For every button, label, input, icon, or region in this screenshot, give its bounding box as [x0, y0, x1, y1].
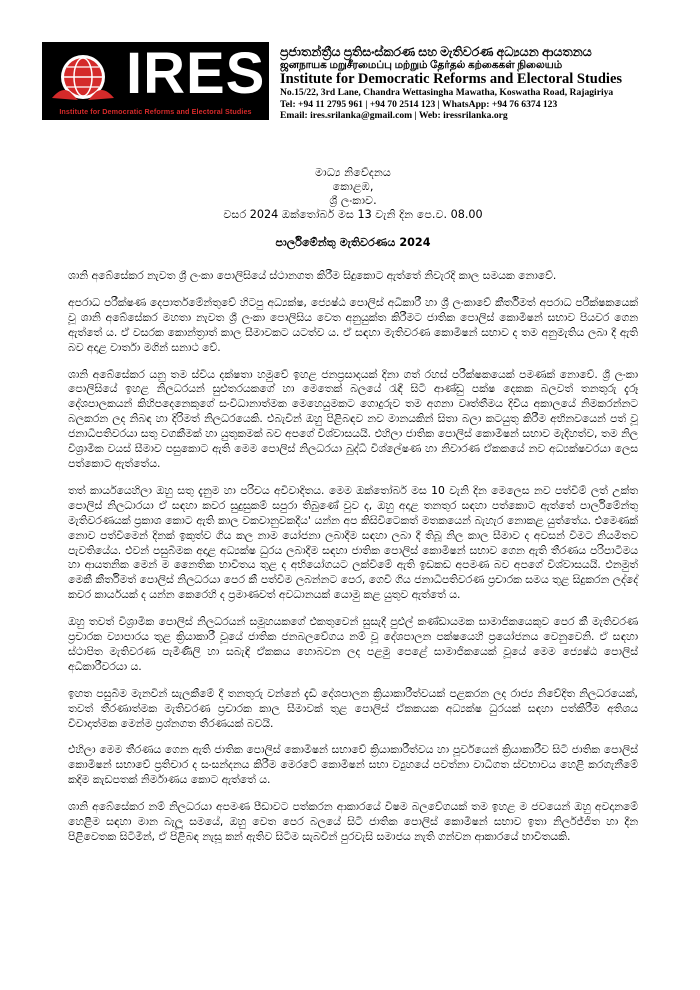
letterhead-text [280, 46, 692, 122]
paragraph: ශානි අබේසේකර යනු තම ස්වීය දක්ෂතා හමුවේ ඉහළ ජනප්‍රසාදයක් දිනා ගත් රහස් පරීක්ෂකයෙක් පමණක් නොවේ. ශ්‍රී ලංකා පොලිසියේ ඉහළ නිලධරයන් සුළුතරයකගේ හා මෙතෙක් බලයේ රැඳී සිටි ආණ්ඩු පක්ෂ දෙකක බලවත් තනතුරු දැරූ දේශපාලකයන් කිහිපදෙනෙකුගේ සංවිධානාත්මක මෙහෙයුමකට ගොදුරුව තම අගනා වෘත්තීමය දිවිය අකාලයේ නිමකරන්නට බලකරන ලද නිබඳ හා දිරිමත් නිලධරයෙකි. එබැවින් ඔහු පිළිබඳව නව මානයකින් සිතා බලා කටයුතු කිරීම අභිනවයෙන් පත් වූ ජනාධිපතිවරයා සතු වගකීමක් හා යුතුකමක් බව අපගේ විශ්වාසයයි. එහිලා ජාතික පොලිස් කොමිෂන් සභාව මැදිහත්ව, තම නිල විශ්‍රාමික වයස් සීමාව පසුකොට ඇති මෙම පොලිස් නිලධරයා බුද්ධි විශ්ලේෂණ හා නිවාරණ ඒකකයේ නව අධ්‍යක්ෂවරයා ලෙස පත්කොට ඇත්තේය. [68, 367, 638, 470]
paragraph: ඉහත පසුබිම මැනවින් සැලකීමේ දී තනතුරු වන්නේ දැඩි දේශපාලන ක්‍රියාකාරීත්වයක් පළකරන ලද රාජ්‍ය නිවේදිත නිලධරයෙක්, තවත් තීරණාත්මක මැතිවරණ ප්‍රචාරක කාල සීමාවක් තුළ පොලිස් ඒකකයක අධ්‍යක්ෂ ධුරයක් සඳහා පත්කිරීම අතිශය විවාදාත්මක මෙන්ම ප්‍රශ්නගත තීරණයක් බවයි. [68, 686, 638, 730]
institute-name-sinhala: ප්‍රජාතන්ත්‍රීය ප්‍රතිසංස්කරණ සහ මැතිවරණ අධ්‍යයන ආයතනය [280, 45, 592, 59]
release-title: පාර්ලිමේන්තු මැතිවරණය 2024 [275, 236, 431, 249]
release-city: කොළඹ, [332, 180, 374, 193]
paragraph: තත් කාර්යයෙහිලා ඔහු සතු දැනුම හා පරිචය අවිවාදිතය. මෙම ඔක්තෝබර් මස 10 වැනි දින මෙලෙස නව පත්වීම් ලත් උක්ත පොලිස් නිලධාරයා ඒ සඳහා කවර සුදුසුකම් සපුරා තිබුණේ වුව ද, ඔහු අදාළ තනතුර සඳහා පත්කොට ඇත්තේ පාර්ලිමේන්තු මැතිවරණයක් ප්‍රකාශ කොට ඇති කාල වකවානුවකදීය' යන්න අප කිසිවිටෙකත් මතකයෙන් බැහැර නොකළ යුත්තේය. එමෙණක් නොව පත්වීමෙන් දිනක් ඉකුත්ව ගිය කල නාම යෝජනා ලබාදීම සඳහා ලබා දී තිබූ නිල කාල සීමාව ද අවසන් වීමට නියමිතව පැවතියේය. එවන් පසුබිමක අදාළ අධ්‍යක්ෂ ධුරය ලබාදීම සඳහා ජාතික පොලිස් කොමිෂන් සභාව ගෙන ඇති තීරණය පරිපාටිමය හා ආයතනික මෙන් ම නෛතික භාවිතය තුළ ද අභියෝගයට ලක්වීමේ ඇති ඉඩකඩ අපමණ බව අපගේ විශ්වාසයයි. එනමුත් මෙකී කීර්තිමත් පොලිස් නිලධරයා පෙර කී පත්වීම ලබන්නට පෙර, ගෙවී ගිය ජනාධිපතිවරණ ප්‍රචාරක සමය තුළ සිදුකරන ලද්දේ කවර කාර්යයක් ද යන්න කෙරෙහි ද ප්‍රමාණවත් අවධානයක් යොමු කළ යුතුව ඇත්තේ ය. [68, 483, 638, 602]
release-country: ශ්‍රී ලංකාව. [329, 194, 377, 207]
institute-name-english: Institute for Democratic Reforms and Electoral Studies [280, 71, 623, 87]
release-date: වසර 2024 ඔක්තෝබර් මස 13 වැනි දින පෙ.ව. 08.00 [223, 208, 483, 221]
ires-logo [42, 42, 269, 120]
institute-name-tamil: ஜனநாயக மறுசீரமைப்பு மற்றும் தேர்தல் கற்கைகள் நிலையம் [280, 60, 563, 71]
institute-email-web: Email: ires.srilanka@gmail.com | Web: iressrilanka.org [280, 110, 508, 121]
logo-tagline: Institute for Democratic Reforms and Electoral Studies [59, 107, 252, 116]
paragraph: එහිලා මෙම තීරණය ගෙන ඇති ජාතික පොලිස් කොමිෂන් සභාවේ ක්‍රියාකාරීත්වය හා පූර්වයෙන් ක්‍රියාකාරීව සිටි ජාතික පොලිස් කොමිෂන් සභාවේ ප්‍රතිචාර ද සංසන්දනය කිරීම මෙරටේ කොමිෂන් සභා ව්‍යුහයේ පවත්නා වාධිගත ස්වභාවය හෙළි කරගැනීමේ කදිම කැඩපතක් නිර්මාණය කොට ඇත්තේ ය. [68, 743, 638, 787]
paragraph: ඔහු තවත් විශ්‍රාමික පොලිස් නිලධරයන් සමූහයකගේ එකතුවෙන් සුසැදී පුළුල් කණ්ඩායමක සාමාජිකයෙකුව පෙර කී මැතිවරණ ප්‍රචාරක ව්‍යාපාරය තුළ ක්‍රියාකාරී වූයේ ජාතික ජනබලවේගය නම් වූ දේශපාලන පක්ෂයෙහි ප්‍රයෝජනය වෙනුවෙනි. ඒ සඳහා ස්ථාපිත මැතිවරණ පැමිණිලි හා සබැඳි ඒකකය හොබවන ලද පළමු පෙළේ සාමාජිකයෙක් වූයේ මෙම ජ්‍යෙෂ්ඨ පොලිස් අධිකාරීවරයා ය. [68, 615, 638, 673]
paragraph: අපරාධ පරීක්ෂණ දෙපාර්තමේන්තුවේ හිටපු අධ්‍යක්ෂ, ජ්‍යෙෂ්ඨ පොලිස් අධිකාරී හා ශ්‍රී ලංකාවේ කීර්තිමත් අපරාධ පරීක්ෂකයෙක් වූ ශානි අබේසේකර මහතා නැවත ශ්‍රී ලංකා පොලිසිය වෙත අනුයුක්ත කිරීමට ජාතික පොලිස් කොමිෂන් සභාව පියවර ගෙන ඇත්තේ ය. ඒ වසරක කොන්ත්‍රාත් කාල සීමාවකට යටත්ව ය. ඒ සඳහා මැතිවරණ කොමිෂන් සභාව ද තම අනුමැතිය ලබා දී ඇති බව අදාළ වාර්තා මගින් සනාථ වේ. [68, 295, 638, 354]
institute-phones: Tel: +94 11 2795 961 | +94 70 2514 123 | WhatsApp: +94 76 6374 123 [280, 98, 558, 110]
globe-hands-icon [48, 48, 118, 106]
institute-address: No.15/22, 3rd Lane, Chandra Wettasingha Mawatha, Koswatha Road, Rajagiriya [280, 87, 614, 98]
paragraph: ශානි අබේසේකර නම් නිලධරයා අපමණ පීඩාවට පත්කරන ආකාරයේ විෂම බලවේගයක් තම ඉහළ ම ජවයෙන් ඔහු අවදානමේ හෙළීම සඳහා මාන බැලූ සමයේ, ඔහු වෙත පෙර බලයේ සිටි ජාතික පොලිස් කොමිෂන් සභාව ඉතා නිර්ලජ්ජිත හා දීන පිළිවෙතක සිටිමින්, ඒ පිළිබඳ නැසූ කන් ඇතිව සිටීම සැබවින් පුරවැසි සමාජය නැති ගන්වන ආකාරයේ භාවිතයකි. [68, 800, 638, 843]
logo-wordmark: IRES [126, 41, 266, 106]
letterhead [0, 0, 700, 132]
document-type: මාධ්‍ය නිවේදනය [315, 166, 391, 179]
paragraph: ශානි අබේසේකර නැවත ශ්‍රී ලංකා පොලිසියේ ස්ථානගත කිරීම සිදුකොට ඇත්තේ නිවැරදි කාල සමයක නොවේ. [68, 269, 557, 282]
press-release-body [68, 166, 638, 845]
